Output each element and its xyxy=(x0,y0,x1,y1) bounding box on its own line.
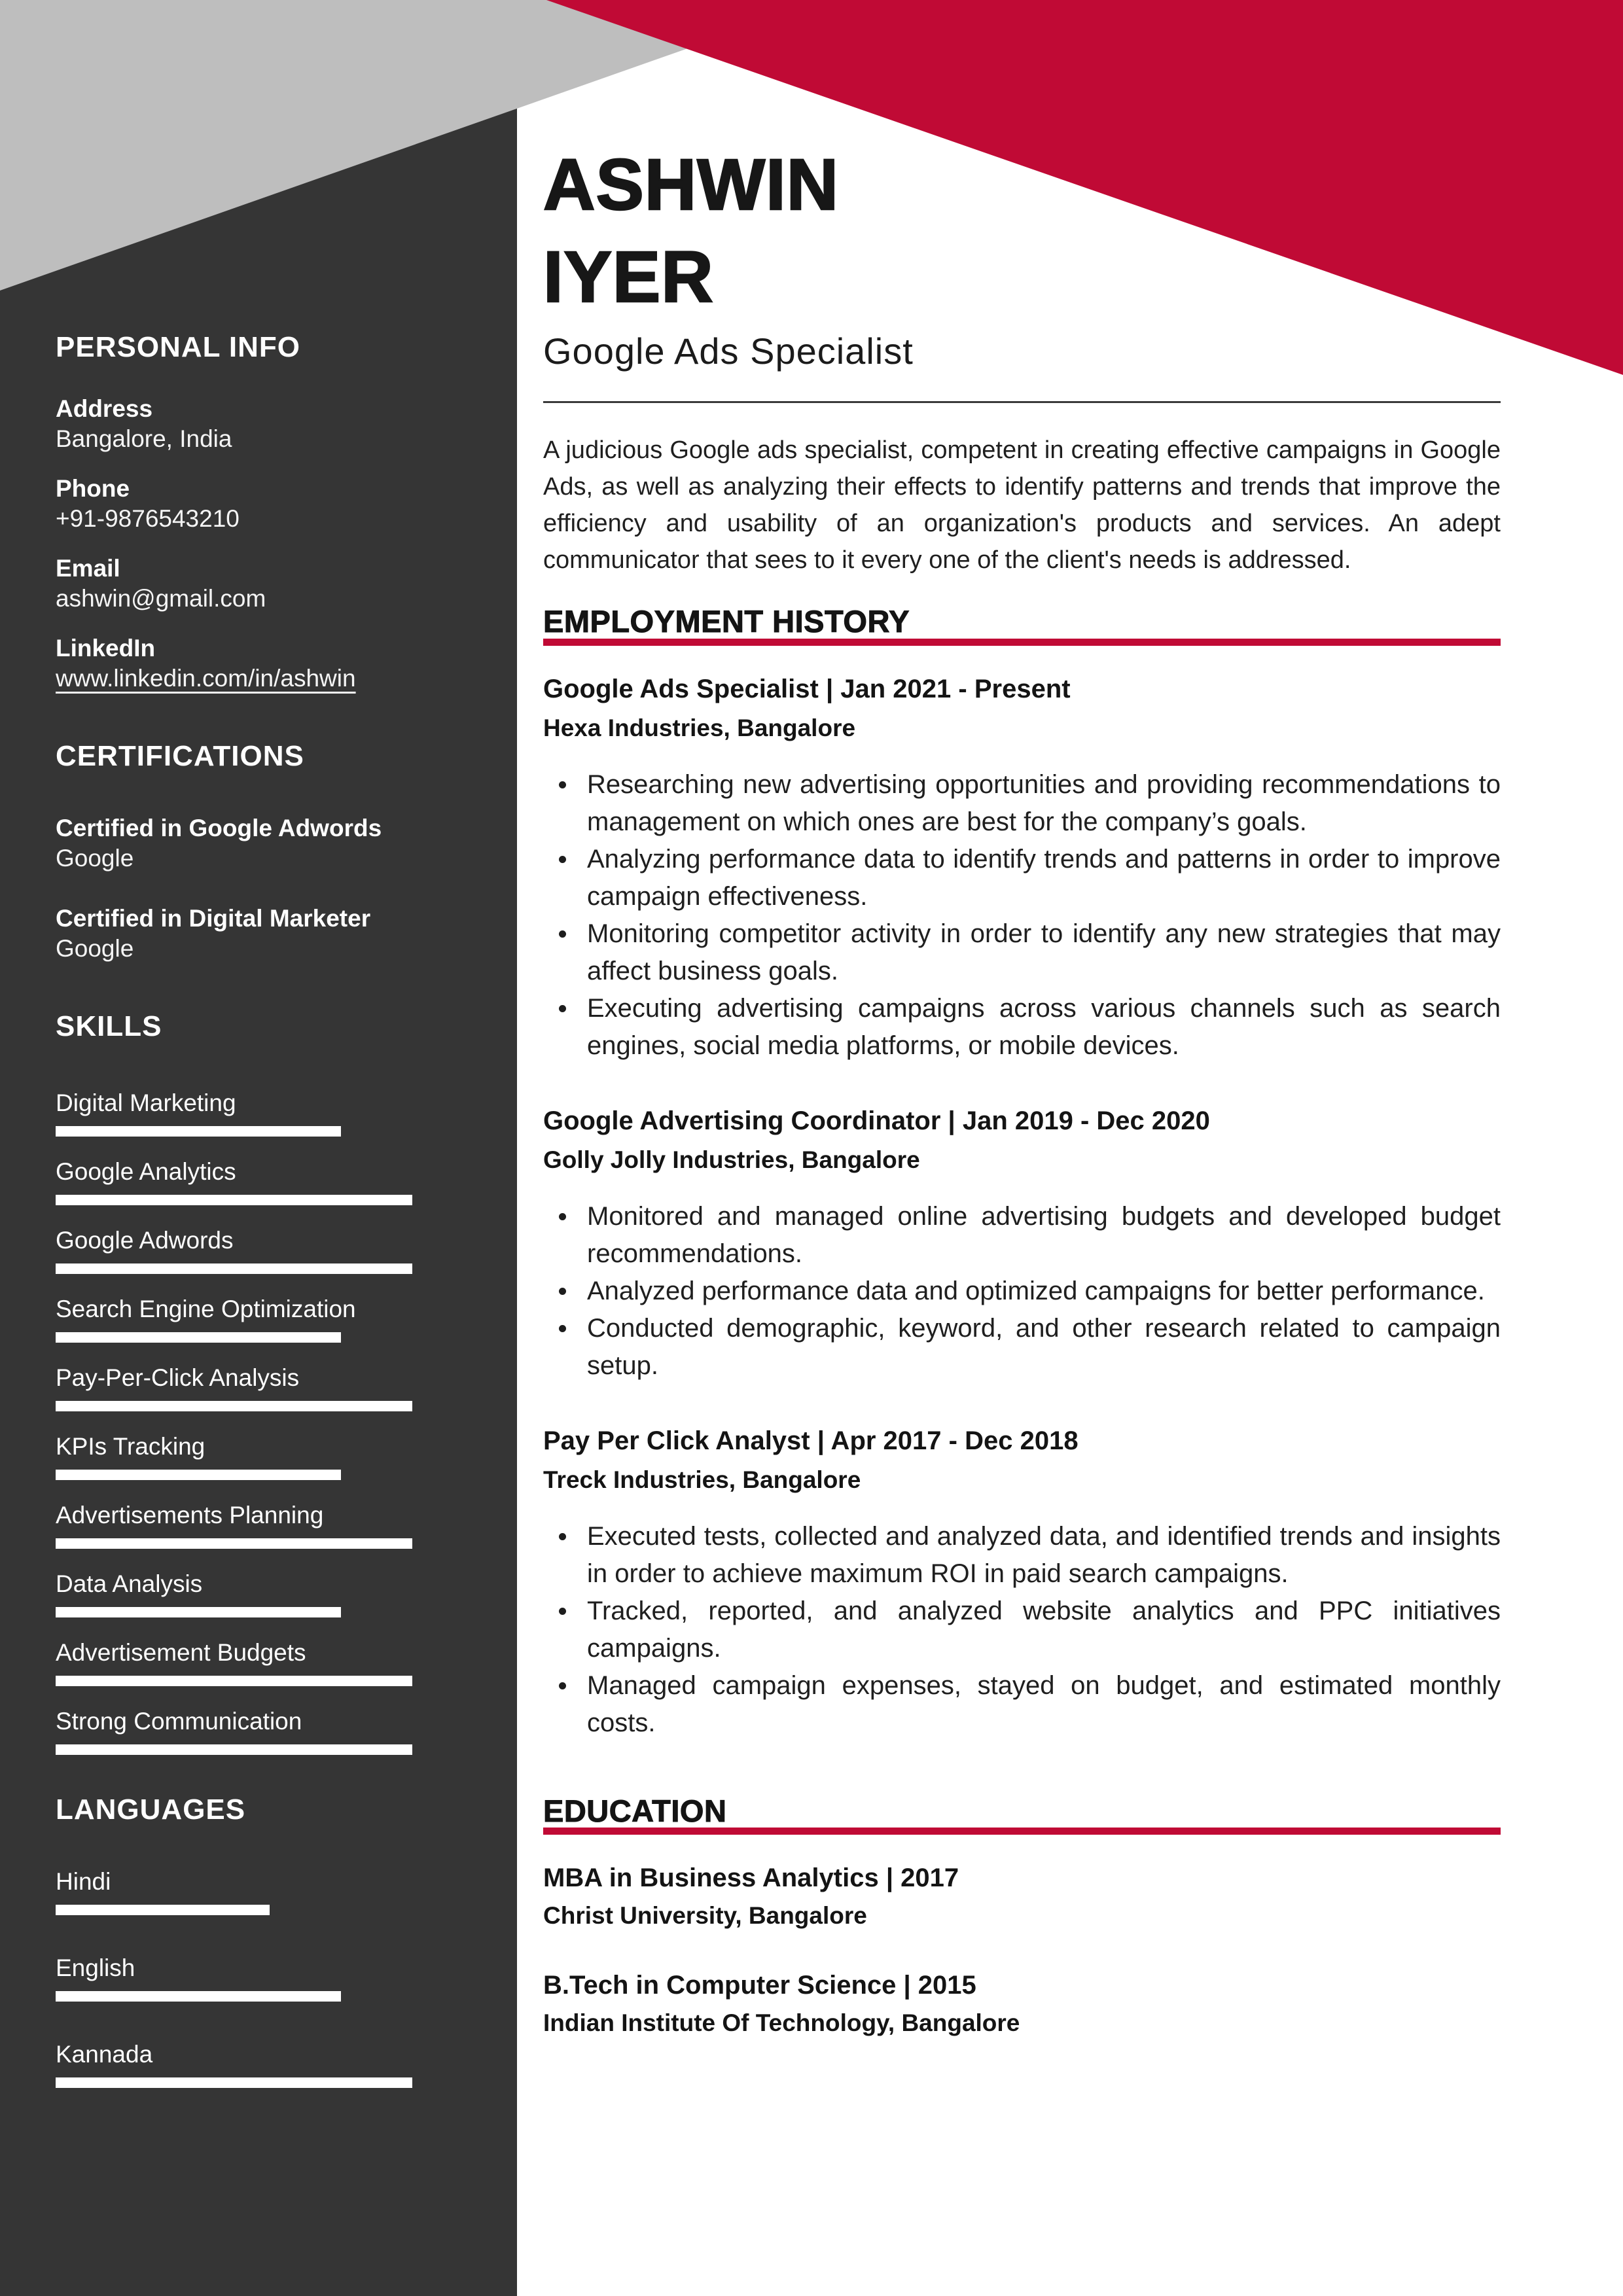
job-entry xyxy=(543,1425,1501,1742)
sidebar-heading-skills: SKILLS xyxy=(56,1010,162,1042)
skill-row xyxy=(56,1294,435,1343)
job-bullet-list xyxy=(543,1518,1501,1742)
sidebar-heading-languages: LANGUAGES xyxy=(56,1793,246,1826)
skill-bar xyxy=(56,1126,412,1137)
info-item-address xyxy=(56,394,435,454)
skill-bar-fill xyxy=(56,1263,412,1274)
bullet-item: Managed campaign expenses, stayed on budget, and estimated monthly costs. xyxy=(543,1667,1501,1742)
section-heading-employment: EMPLOYMENT HISTORY xyxy=(543,604,910,639)
info-label: Phone xyxy=(56,474,130,502)
name-last: IYER xyxy=(543,237,714,317)
employment-list xyxy=(543,673,1501,1742)
skill-name: Google Analytics xyxy=(56,1158,236,1186)
skill-name: Pay-Per-Click Analysis xyxy=(56,1364,300,1392)
job-entry xyxy=(543,1105,1501,1385)
skill-bar-fill xyxy=(56,1538,412,1549)
linkedin-link[interactable]: www.linkedin.com/in/ashwin xyxy=(56,664,356,692)
skill-bar xyxy=(56,1195,412,1205)
skill-bar xyxy=(56,1401,412,1411)
skill-bar xyxy=(56,1607,412,1617)
language-row xyxy=(56,1867,435,1915)
skill-name: KPIs Tracking xyxy=(56,1433,205,1460)
skill-bar-fill xyxy=(56,1676,412,1686)
profile-summary: A judicious Google ads specialist, competent in creating effective campaigns in Google Ads, as well as analyzing their effects to identify patterns and trends that improve the efficiency and usability of an organization's products and services. An adept communicator that sees to it every one of the client's needs is addressed. xyxy=(543,436,1501,574)
sidebar-heading-personal-info: PERSONAL INFO xyxy=(56,331,301,363)
language-bar-fill xyxy=(56,2077,412,2088)
job-entry xyxy=(543,673,1501,1065)
skill-row xyxy=(56,1706,435,1755)
skill-bar xyxy=(56,1538,412,1549)
skill-name: Search Engine Optimization xyxy=(56,1296,356,1323)
bullet-item: Executed tests, collected and analyzed data, and identified trends and insights in order to achieve maximum ROI in paid search campaigns. xyxy=(543,1518,1501,1593)
skill-row xyxy=(56,1638,435,1686)
job-title: Google Ads Specialist | Jan 2021 - Present xyxy=(543,674,1071,703)
skill-bar xyxy=(56,1263,412,1274)
skill-row xyxy=(56,1363,435,1411)
sidebar xyxy=(56,330,435,2088)
language-row xyxy=(56,2040,435,2088)
certification-item xyxy=(56,813,435,874)
skill-bar xyxy=(56,1676,412,1686)
education-degree: B.Tech in Computer Science | 2015 xyxy=(543,1971,976,2000)
skill-bar xyxy=(56,1332,412,1343)
skill-row xyxy=(56,1432,435,1480)
education-school: Christ University, Bangalore xyxy=(543,1902,867,1930)
bullet-item: Conducted demographic, keyword, and other research related to campaign setup. xyxy=(543,1310,1501,1385)
sidebar-heading-certifications: CERTIFICATIONS xyxy=(56,739,304,772)
language-bar xyxy=(56,2077,412,2088)
bullet-item: Monitoring competitor activity in order to identify any new strategies that may affect business goals. xyxy=(543,915,1501,990)
certification-issuer: Google xyxy=(56,934,134,962)
bullet-item: Executing advertising campaigns across various channels such as search engines, social media platforms, or mobile devices. xyxy=(543,990,1501,1065)
language-bar-fill xyxy=(56,1991,341,2002)
skill-bar xyxy=(56,1744,412,1755)
skill-row xyxy=(56,1500,435,1549)
language-name: Kannada xyxy=(56,2041,153,2068)
skill-bar-fill xyxy=(56,1332,341,1343)
bullet-item: Monitored and managed online advertising budgets and developed budget recommendations. xyxy=(543,1198,1501,1273)
education-heading-rule xyxy=(543,1828,1501,1835)
skill-bar xyxy=(56,1470,412,1480)
language-name: English xyxy=(56,1954,135,1982)
info-label: LinkedIn xyxy=(56,634,156,662)
skill-name: Strong Communication xyxy=(56,1708,302,1735)
job-bullet-list xyxy=(543,766,1501,1065)
candidate-name xyxy=(543,139,1501,323)
language-row xyxy=(56,1953,435,2002)
section-heading-education: EDUCATION xyxy=(543,1793,727,1828)
skill-name: Advertisement Budgets xyxy=(56,1639,306,1667)
education-entry xyxy=(543,1969,1501,2038)
skill-bar-fill xyxy=(56,1401,412,1411)
employment-heading-rule xyxy=(543,639,1501,646)
address-value: Bangalore, India xyxy=(56,425,232,452)
bullet-item: Analyzing performance data to identify trends and patterns in order to improve campaign effectiveness. xyxy=(543,841,1501,915)
skill-row xyxy=(56,1157,435,1205)
skill-bar-fill xyxy=(56,1470,341,1480)
skill-name: Advertisements Planning xyxy=(56,1502,324,1529)
certification-item xyxy=(56,904,435,964)
skill-bar-fill xyxy=(56,1744,412,1755)
skill-bar-fill xyxy=(56,1126,341,1137)
skill-bar-fill xyxy=(56,1195,412,1205)
skill-row xyxy=(56,1088,435,1137)
job-title: Pay Per Click Analyst | Apr 2017 - Dec 2018 xyxy=(543,1426,1079,1455)
job-title: Google Advertising Coordinator | Jan 2019 - Dec 2020 xyxy=(543,1106,1210,1135)
skill-row xyxy=(56,1569,435,1617)
job-company: Treck Industries, Bangalore xyxy=(543,1466,861,1493)
bullet-item: Analyzed performance data and optimized campaigns for better performance. xyxy=(543,1273,1501,1310)
phone-value: +91-9876543210 xyxy=(56,504,240,532)
bullet-item: Researching new advertising opportunities and providing recommendations to management on which ones are best for the company’s goals. xyxy=(543,766,1501,841)
skill-name: Digital Marketing xyxy=(56,1089,236,1117)
bullet-item: Tracked, reported, and analyzed website analytics and PPC initiatives campaigns. xyxy=(543,1593,1501,1667)
job-company: Hexa Industries, Bangalore xyxy=(543,714,856,741)
skill-bar-fill xyxy=(56,1607,341,1617)
info-item-email xyxy=(56,554,435,614)
certification-title: Certified in Google Adwords xyxy=(56,814,382,841)
job-bullet-list xyxy=(543,1198,1501,1385)
education-entry xyxy=(543,1862,1501,1930)
info-label: Address xyxy=(56,395,153,422)
candidate-job-title: Google Ads Specialist xyxy=(543,330,914,372)
certification-title: Certified in Digital Marketer xyxy=(56,904,371,932)
info-item-linkedin xyxy=(56,633,435,694)
info-item-phone xyxy=(56,474,435,534)
skill-name: Google Adwords xyxy=(56,1227,234,1254)
language-bar-fill xyxy=(56,1905,270,1915)
main-column xyxy=(543,0,1501,2038)
job-company: Golly Jolly Industries, Bangalore xyxy=(543,1146,920,1173)
email-value: ashwin@gmail.com xyxy=(56,584,266,612)
certification-issuer: Google xyxy=(56,844,134,872)
education-degree: MBA in Business Analytics | 2017 xyxy=(543,1863,959,1893)
language-bar xyxy=(56,1991,412,2002)
language-bar xyxy=(56,1905,412,1915)
title-divider xyxy=(543,401,1501,403)
skill-row xyxy=(56,1226,435,1274)
language-name: Hindi xyxy=(56,1868,111,1896)
skill-name: Data Analysis xyxy=(56,1570,203,1598)
info-label: Email xyxy=(56,554,120,582)
name-first: ASHWIN xyxy=(543,145,840,225)
education-school: Indian Institute Of Technology, Bangalore xyxy=(543,2009,1020,2037)
